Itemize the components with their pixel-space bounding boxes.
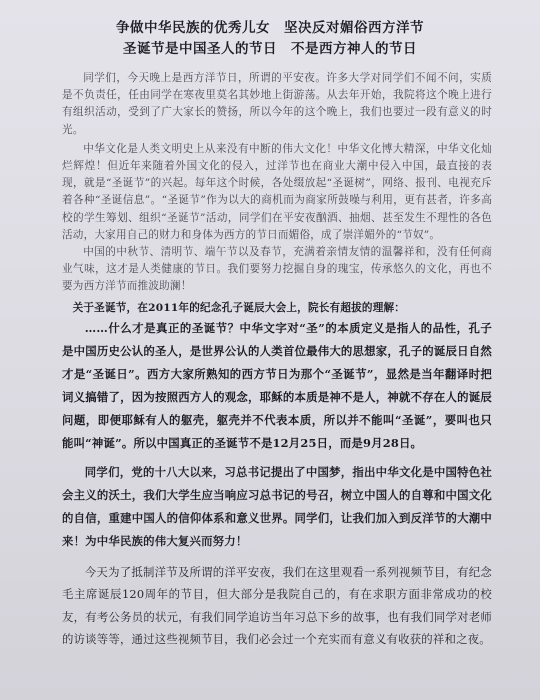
quote-lead: 关于圣诞节，在2011年的纪念孔子诞辰大会上，院长有超拔的理解：	[72, 301, 406, 314]
document-subtitle: 圣诞节是中国圣人的节日 不是西方神人的节日	[123, 41, 417, 57]
paragraph-intro: 同学们，今天晚上是西方洋节日，所谓的平安夜。许多大学对同学们不闻不问，实质是不负责任，任由同学在寒夜里莫名其妙地上街游荡。从去年开始，我院将这个晚上进行有组织活动，受到了广大家长的赞扬，所以今年的这个晚上，我们也要过一段有意义的时光。	[62, 72, 492, 136]
paragraph-festivals: 中国的中秋节、清明节、端午节以及春节，充满着亲情友情的温馨祥和，没有任何商业气味，这才是人类健康的节日。我们要努力挖掘自身的瑰宝，传承悠久的文化，再也不要为西方洋节而推波助澜！	[62, 246, 492, 293]
quote-paragraph: ……什么才是真正的圣诞节？中华文字对“圣”的本质定义是指人的品性，孔子是中国历史公认的圣人，是世界公认的人类首位最伟大的思想家，孔子的诞辰日自然才是“圣诞日”。西方大家所熟知的西方节日为那个“圣诞节”，显然是当年翻译时把词义搞错了，因为按照西方人的观念，耶稣的本质是神不是人，神就不存在人的诞辰问题，即便耶稣有人的躯壳，躯壳并不代表本质，所以并不能叫“圣诞”，要叫也只能叫“神诞”。所以中国真正的圣诞节不是12月25日，而是9月28日。	[62, 320, 492, 450]
paragraph-culture: 中华文化是人类文明史上从来没有中断的伟大文化！中华文化博大精深，中华文化灿烂辉煌！但近年来随着外国文化的侵入，过洋节也在商业大潮中侵入中国，最直接的表现，就是“圣诞节”的兴起。每年这个时候，各处缀放起“圣诞树”，网络、报刊、电视充斥着各种“圣诞信息”。“圣诞节”作为以大的商机而为商家所鼓噪与利用，更有甚者，许多高校的学生筹划、组织“圣诞节”活动，同学们在平安夜酗酒、抽烟、甚至发生不理性的各色活动，大家用自己的财力和身体为西方的节日而媚俗，成了崇洋媚外的“节奴”。	[62, 142, 492, 241]
document-body	[62, 70, 492, 651]
paragraph-chinese-dream: 同学们，党的十八大以来，习总书记提出了中国梦，指出中华文化是中国特色社会主义的沃土，我们大学生应当响应习总书记的号召，树立中国人的自尊和中国文化的自信，重建中国人的信仰体系和意义世界。同学们，让我们加入到反洋节的大潮中来！为中华民族的伟大复兴而努力！	[62, 464, 492, 548]
document-title: 争做中华民族的优秀儿女 坚决反对媚俗西方洋节	[116, 20, 424, 36]
paragraph-tonight: 今天为了抵制洋节及所谓的洋平安夜，我们在这里观看一系列视频节目，有纪念毛主席诞辰120周年的节目，但大部分是我院自己的，有在求职方面非常成功的校友，有考公务员的状元，有我们同学追访当年习总下乡的故事，也有我们同学对老师的访谈等等，通过这些视频节目，我们必会过一个充实而有意义有收获的祥和之夜。	[62, 564, 492, 647]
title-block	[0, 18, 540, 59]
